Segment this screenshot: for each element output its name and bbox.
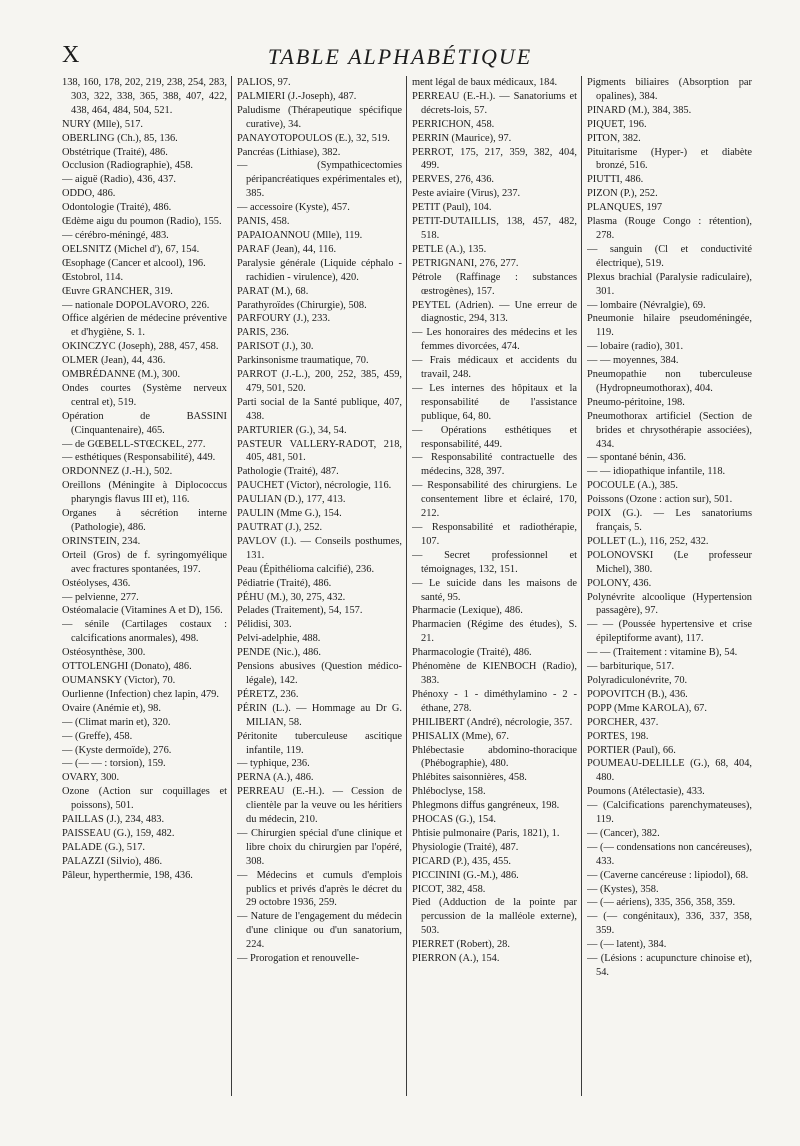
index-entry: PERREAU (E.-H.). — Sanatoriums et décrets-lois, 57. bbox=[412, 90, 577, 116]
index-entry: — Le suicide dans les maisons de santé, 95. bbox=[412, 577, 577, 603]
page-number: X bbox=[62, 42, 81, 68]
index-entry: Pédiatrie (Traité), 486. bbox=[237, 577, 332, 589]
index-entry: PERRIN (Maurice), 97. bbox=[412, 132, 512, 144]
index-entry: PICARD (P.), 435, 455. bbox=[412, 855, 512, 867]
index-entry: Opération de BASSINI (Cinquantenaire), 465. bbox=[62, 410, 227, 436]
index-entry: PETLE (A.), 135. bbox=[412, 243, 487, 255]
index-entry: Pharmacologie (Traité), 486. bbox=[412, 647, 532, 659]
index-entry: — Responsabilité des chirurgiens. Le consentement libre et éclairé, 170, 212. bbox=[412, 480, 577, 520]
index-entry: — lombaire (Névralgie), 69. bbox=[587, 299, 706, 311]
index-entry: Poumons (Atélectasie), 433. bbox=[587, 786, 705, 798]
index-entry: Polyradiculonévrite, 70. bbox=[587, 674, 688, 686]
index-entry: PERREAU (E.-H.). — Cession de clientèle par la veuve ou les héritiers du médecin, 210. bbox=[237, 786, 402, 826]
index-entry: PETRIGNANI, 276, 277. bbox=[412, 257, 519, 269]
index-entry: Pelvi-adelphie, 488. bbox=[237, 633, 321, 645]
index-entry: Phlébectasie abdomino-thoracique (Phébographie), 480. bbox=[412, 744, 577, 770]
page-header bbox=[60, 38, 740, 78]
index-entry: Odontologie (Traité), 486. bbox=[62, 202, 172, 214]
index-entry: POLONOVSKI (Le professeur Michel), 380. bbox=[587, 549, 752, 575]
index-entry: — Opérations esthétiques et responsabilité, 449. bbox=[412, 424, 577, 450]
index-entry: PETIT (Paul), 104. bbox=[412, 202, 492, 214]
index-entry: Obstétrique (Traité), 486. bbox=[62, 146, 168, 158]
index-entry: PIUTTI, 486. bbox=[587, 174, 644, 186]
index-entry: PERROT, 175, 217, 359, 382, 404, 499. bbox=[412, 146, 577, 172]
index-entry: Oreillons (Méningite à Diplococcus pharyngis flavus III et), 116. bbox=[62, 480, 227, 506]
index-entry: PARAF (Jean), 44, 116. bbox=[237, 243, 337, 255]
index-entry: OUMANSKY (Victor), 70. bbox=[62, 674, 176, 686]
index-entry: PORTIER (Paul), 66. bbox=[587, 744, 676, 756]
index-entry: — (— — : torsion), 159. bbox=[62, 758, 166, 770]
index-entry: — cérébro-méningé, 483. bbox=[62, 229, 169, 241]
index-entry: — Nature de l'engagement du médecin d'une clinique ou d'un sanatorium, 224. bbox=[237, 911, 402, 951]
index-entry: ment légal de baux médicaux, 184. bbox=[412, 77, 558, 88]
index-entry: Ozone (Action sur coquillages et poissons), 501. bbox=[62, 786, 227, 812]
index-entry: — Prorogation et renouvelle- bbox=[237, 953, 360, 965]
index-entry: NURY (Mlle), 517. bbox=[62, 118, 144, 130]
index-entry: PAISSEAU (G.), 159, 482. bbox=[62, 827, 175, 839]
index-entry: PARISOT (J.), 30. bbox=[237, 341, 314, 353]
index-entry: ORDONNEZ (J.-H.), 502. bbox=[62, 466, 173, 478]
index-entry: PORCHER, 437. bbox=[587, 716, 659, 728]
index-entry: PERVES, 276, 436. bbox=[412, 174, 495, 186]
index-entry: — (Lésions : acupuncture chinoise et), 54. bbox=[587, 953, 752, 978]
index-entry: Poissons (Ozone : action sur), 501. bbox=[587, 494, 733, 506]
index-entry: OBERLING (Ch.), 85, 136. bbox=[62, 132, 178, 144]
index-entry: Office algérien de médecine préventive et d'hygiène, S. 1. bbox=[62, 313, 227, 339]
index-entry: — spontané bénin, 436. bbox=[587, 452, 686, 464]
index-entry: Ostéolyses, 436. bbox=[62, 577, 131, 589]
index-entry: Phénomène de KIENBOCH (Radio), 383. bbox=[412, 661, 577, 686]
index-entry: Pied (Adduction de la pointe par percussion de la malléole externe), 503. bbox=[412, 897, 577, 937]
index-entry: — (Caverne cancéreuse : lipiodol), 68. bbox=[587, 869, 749, 881]
index-entry: PEYTEL (Adrien). — Une erreur de diagnostic, 294, 313. bbox=[412, 299, 577, 325]
index-entry: Ovaire (Anémie et), 98. bbox=[62, 702, 161, 714]
index-entry: Phénoxy - 1 - diméthylamino - 2 - éthane, 278. bbox=[412, 688, 577, 714]
index-columns bbox=[62, 76, 752, 1096]
index-entry: PERRICHON, 458. bbox=[412, 118, 495, 130]
index-entry: Pensions abusives (Question médico-légale), 142. bbox=[237, 661, 402, 686]
index-entry: — lobaire (radio), 301. bbox=[587, 341, 684, 353]
index-entry: ORINSTEIN, 234. bbox=[62, 535, 141, 547]
index-entry: Polynévrite alcoolique (Hypertension passagère), 97. bbox=[587, 591, 752, 617]
index-entry: OTTOLENGHI (Donato), 486. bbox=[62, 661, 192, 673]
index-entry: — (— latent), 384. bbox=[587, 939, 667, 951]
index-entry: Pelades (Traitement), 54, 157. bbox=[237, 605, 363, 617]
index-entry: PANAYOTOPOULOS (E.), 32, 519. bbox=[237, 132, 390, 144]
index-entry: — (Greffe), 458. bbox=[62, 730, 133, 742]
index-entry: Ostéomalacie (Vitamines A et D), 156. bbox=[62, 605, 223, 617]
index-entry: — de GŒBELL-STŒCKEL, 277. bbox=[62, 438, 206, 450]
index-entry: OMBRÉDANNE (M.), 300. bbox=[62, 369, 181, 381]
index-entry: PETIT-DUTAILLIS, 138, 457, 482, 518. bbox=[412, 216, 577, 241]
index-entry: Orteil (Gros) de f. syringomyélique avec fractures spontanées, 197. bbox=[62, 549, 227, 575]
index-entry: — — moyennes, 384. bbox=[587, 355, 679, 367]
index-entry: — — (Traitement : vitamine B), 54. bbox=[587, 647, 738, 659]
index-entry: PLANQUES, 197 bbox=[587, 202, 663, 214]
index-entry: Phlegmons diffus gangréneux, 198. bbox=[412, 800, 560, 812]
index-entry: — Les honoraires des médecins et les femmes divorcées, 474. bbox=[412, 327, 577, 353]
index-entry: — Secret professionnel et témoignages, 132, 151. bbox=[412, 549, 577, 575]
index-entry: Plexus brachial (Paralysie radiculaire), 301. bbox=[587, 271, 752, 297]
index-entry: PARIS, 236. bbox=[237, 327, 289, 339]
index-entry: Paludisme (Thérapeutique spécifique curative), 34. bbox=[237, 104, 402, 130]
index-entry: PÉRIN (L.). — Hommage au Dr G. MILIAN, 58. bbox=[237, 702, 402, 728]
index-entry: PAPAIOANNOU (Mlle), 119. bbox=[237, 229, 363, 241]
index-entry: PÉHU (M.), 30, 275, 432. bbox=[237, 591, 346, 603]
index-column-2 bbox=[237, 76, 407, 1096]
index-entry: Parkinsonisme traumatique, 70. bbox=[237, 355, 369, 367]
index-entry: — aiguë (Radio), 436, 437. bbox=[62, 174, 176, 186]
index-entry: — typhique, 236. bbox=[237, 758, 310, 770]
index-entry: PORTES, 198. bbox=[587, 730, 649, 742]
index-entry: PALAZZI (Silvio), 486. bbox=[62, 855, 163, 867]
index-entry: Peau (Épithélioma calcifié), 236. bbox=[237, 563, 375, 575]
index-column-3 bbox=[412, 76, 582, 1096]
index-entry: PARTURIER (G.), 34, 54. bbox=[237, 424, 347, 436]
index-entry: POUMEAU-DELILLE (G.), 68, 404, 480. bbox=[587, 758, 752, 784]
index-entry: POLLET (L.), 116, 252, 432. bbox=[587, 535, 709, 547]
index-entry: Physiologie (Traité), 487. bbox=[412, 841, 519, 853]
index-entry: Phtisie pulmonaire (Paris, 1821), 1. bbox=[412, 827, 560, 839]
index-entry: Parti social de la Santé publique, 407, 438. bbox=[237, 396, 402, 422]
index-entry: — Responsabilité et radiothérapie, 107. bbox=[412, 522, 577, 547]
index-entry: — — (Poussée hypertensive et crise épileptiforme avant), 117. bbox=[587, 619, 752, 645]
index-entry: PAILLAS (J.), 234, 483. bbox=[62, 814, 165, 826]
index-entry: Ondes courtes (Système nerveux central et), 519. bbox=[62, 382, 227, 408]
index-entry: Ourlienne (Infection) chez lapin, 479. bbox=[62, 688, 219, 700]
index-entry: — Les internes des hôpitaux et la responsabilité de l'assistance publique, 64, 80. bbox=[412, 382, 577, 422]
index-entry: — — idiopathique infantile, 118. bbox=[587, 466, 726, 478]
index-entry: PIERRET (Robert), 28. bbox=[412, 939, 510, 951]
index-entry: — pelvienne, 277. bbox=[62, 591, 139, 603]
index-entry: 138, 160, 178, 202, 219, 238, 254, 283, 303, 322, 338, 365, 388, 407, 422, 438, 464, 484, 504, 521. bbox=[62, 77, 227, 116]
index-entry: — Chirurgien spécial d'une clinique et libre choix du chirurgien par l'opéré, 308. bbox=[237, 827, 402, 867]
index-entry: Parathyroïdes (Chirurgie), 508. bbox=[237, 299, 367, 311]
index-entry: PARFOURY (J.), 233. bbox=[237, 313, 331, 325]
index-entry: POPOVITCH (B.), 436. bbox=[587, 688, 688, 700]
index-entry: PIZON (P.), 252. bbox=[587, 188, 658, 200]
index-entry: PENDE (Nic.), 486. bbox=[237, 647, 321, 659]
index-entry: PHOCAS (G.), 154. bbox=[412, 814, 496, 826]
index-entry: — (Kystes), 358. bbox=[587, 883, 659, 895]
index-entry: Phléboclyse, 158. bbox=[412, 786, 486, 798]
index-entry: PAUCHET (Victor), nécrologie, 116. bbox=[237, 480, 392, 492]
index-entry: ODDO, 486. bbox=[62, 188, 116, 200]
index-entry: OVARY, 300. bbox=[62, 772, 120, 784]
index-column-1 bbox=[62, 76, 232, 1096]
index-entry: PAVLOV (I.). — Conseils posthumes, 131. bbox=[237, 535, 402, 561]
index-entry: — Médecins et cumuls d'emplois publics et privés d'après le décret du 29 octobre 1936, 259. bbox=[237, 869, 402, 909]
index-entry: PIERRON (A.), 154. bbox=[412, 953, 500, 965]
index-entry: Pathologie (Traité), 487. bbox=[237, 466, 339, 478]
index-entry: PASTEUR VALLERY-RADOT, 218, 405, 481, 501. bbox=[237, 438, 402, 464]
index-entry: — barbiturique, 517. bbox=[587, 661, 675, 673]
index-entry: Organes à sécrétion interne (Pathologie), 486. bbox=[62, 508, 227, 533]
index-entry: PHISALIX (Mme), 67. bbox=[412, 730, 509, 742]
index-entry: — sanguin (Cl et conductivité électrique), 519. bbox=[587, 243, 752, 269]
index-entry: — (Climat marin et), 320. bbox=[62, 716, 171, 728]
index-entry: — (Sympathicectomies péripancréatiques expérimentales et), 385. bbox=[237, 160, 402, 200]
index-entry: PAULIN (Mme G.), 154. bbox=[237, 508, 342, 520]
index-entry: — (— aériens), 335, 356, 358, 359. bbox=[587, 897, 736, 909]
index-entry: Pharmacie (Lexique), 486. bbox=[412, 605, 523, 617]
index-entry: Phlébites saisonnières, 458. bbox=[412, 772, 527, 784]
index-entry: — (Cancer), 382. bbox=[587, 827, 660, 839]
index-entry: OLMER (Jean), 44, 436. bbox=[62, 355, 166, 367]
index-entry: Pigments biliaires (Absorption par opalines), 384. bbox=[587, 77, 752, 102]
index-entry: Paralysie générale (Liquide céphalo - rachidien - virulence), 420. bbox=[237, 257, 402, 283]
index-entry: POLONY, 436. bbox=[587, 577, 652, 589]
index-entry: PARAT (M.), 68. bbox=[237, 285, 309, 297]
index-entry: PICCININI (G.-M.), 486. bbox=[412, 869, 519, 881]
index-entry: PICOT, 382, 458. bbox=[412, 883, 486, 895]
index-entry: OKINCZYC (Joseph), 288, 457, 458. bbox=[62, 341, 219, 353]
index-entry: OELSNITZ (Michel d'), 67, 154. bbox=[62, 243, 200, 255]
index-entry: PÉRETZ, 236. bbox=[237, 688, 299, 700]
index-entry: PALMIERI (J.-Joseph), 487. bbox=[237, 90, 357, 102]
index-entry: Œsophage (Cancer et alcool), 196. bbox=[62, 257, 206, 269]
index-entry: POIX (G.). — Les sanatoriums français, 5. bbox=[587, 508, 752, 533]
index-entry: PAUTRAT (J.), 252. bbox=[237, 522, 323, 533]
index-entry: Pétrole (Raffinage : substances œstrogènes), 157. bbox=[412, 271, 577, 297]
index-entry: — (— congénitaux), 336, 337, 358, 359. bbox=[587, 911, 752, 937]
index-entry: — (— condensations non cancéreuses), 433. bbox=[587, 841, 752, 867]
index-entry: Péritonite tuberculeuse ascitique infantile, 119. bbox=[237, 730, 402, 756]
index-entry: Œdème aigu du poumon (Radio), 155. bbox=[62, 216, 222, 228]
index-entry: — accessoire (Kyste), 457. bbox=[237, 202, 350, 214]
index-entry: Pélidisi, 303. bbox=[237, 619, 292, 631]
index-entry: — Frais médicaux et accidents du travail, 248. bbox=[412, 355, 577, 381]
index-entry: PERNA (A.), 486. bbox=[237, 772, 314, 784]
index-entry: PAULIAN (D.), 177, 413. bbox=[237, 494, 346, 506]
index-entry: PANIS, 458. bbox=[237, 216, 290, 228]
index-entry: — esthétiques (Responsabilité), 449. bbox=[62, 452, 216, 464]
index-entry: Œstobrol, 114. bbox=[62, 271, 124, 283]
index-entry: — (Kyste dermoïde), 276. bbox=[62, 744, 172, 756]
index-entry: PITON, 382. bbox=[587, 132, 641, 144]
index-entry: POPP (Mme KAROLA), 67. bbox=[587, 702, 707, 714]
index-entry: POCOULE (A.), 385. bbox=[587, 480, 678, 492]
index-entry: PINARD (M.), 384, 385. bbox=[587, 104, 692, 116]
index-entry: PHILIBERT (André), nécrologie, 357. bbox=[412, 716, 573, 728]
index-entry: Peste aviaire (Virus), 237. bbox=[412, 188, 521, 200]
index-entry: Pâleur, hyperthermie, 198, 436. bbox=[62, 869, 193, 881]
index-entry: Pneumo-péritoine, 198. bbox=[587, 396, 685, 408]
index-entry: Ostéosynthèse, 300. bbox=[62, 647, 146, 659]
index-entry: PIQUET, 196. bbox=[587, 118, 647, 130]
index-entry: — Responsabilité contractuelle des médecins, 328, 397. bbox=[412, 452, 577, 478]
index-entry: PALADE (G.), 517. bbox=[62, 841, 146, 853]
index-entry: Occlusion (Radiographie), 458. bbox=[62, 160, 194, 172]
index-entry: Plasma (Rouge Congo : rétention), 278. bbox=[587, 216, 752, 241]
index-entry: Œuvre GRANCHER, 319. bbox=[62, 285, 173, 297]
index-entry: — sénile (Cartilages costaux : calcifications anormales), 498. bbox=[62, 619, 227, 645]
index-entry: Pituitarisme (Hyper-) et diabète bronzé, 516. bbox=[587, 146, 752, 172]
index-entry: PALIOS, 97. bbox=[237, 77, 291, 88]
index-entry: Pancréas (Lithiase), 382. bbox=[237, 146, 341, 158]
index-entry: Pneumopathie non tuberculeuse (Hydropneumothorax), 404. bbox=[587, 369, 752, 394]
index-entry: PARROT (J.-L.), 200, 252, 385, 459, 479, 501, 520. bbox=[237, 369, 402, 394]
index-entry: Pharmacien (Régime des études), S. 21. bbox=[412, 619, 577, 645]
index-column-4 bbox=[587, 76, 752, 1096]
index-entry: — nationale DOPOLAVORO, 226. bbox=[62, 299, 210, 311]
page-title: TABLE ALPHABÉTIQUE bbox=[267, 44, 533, 69]
index-entry: — (Calcifications parenchymateuses), 119. bbox=[587, 800, 752, 826]
index-entry: Pneumothorax artificiel (Section de brides et chrysothérapie associées), 434. bbox=[587, 410, 752, 450]
index-entry: Pneumonie hilaire pseudoméningée, 119. bbox=[587, 313, 752, 339]
